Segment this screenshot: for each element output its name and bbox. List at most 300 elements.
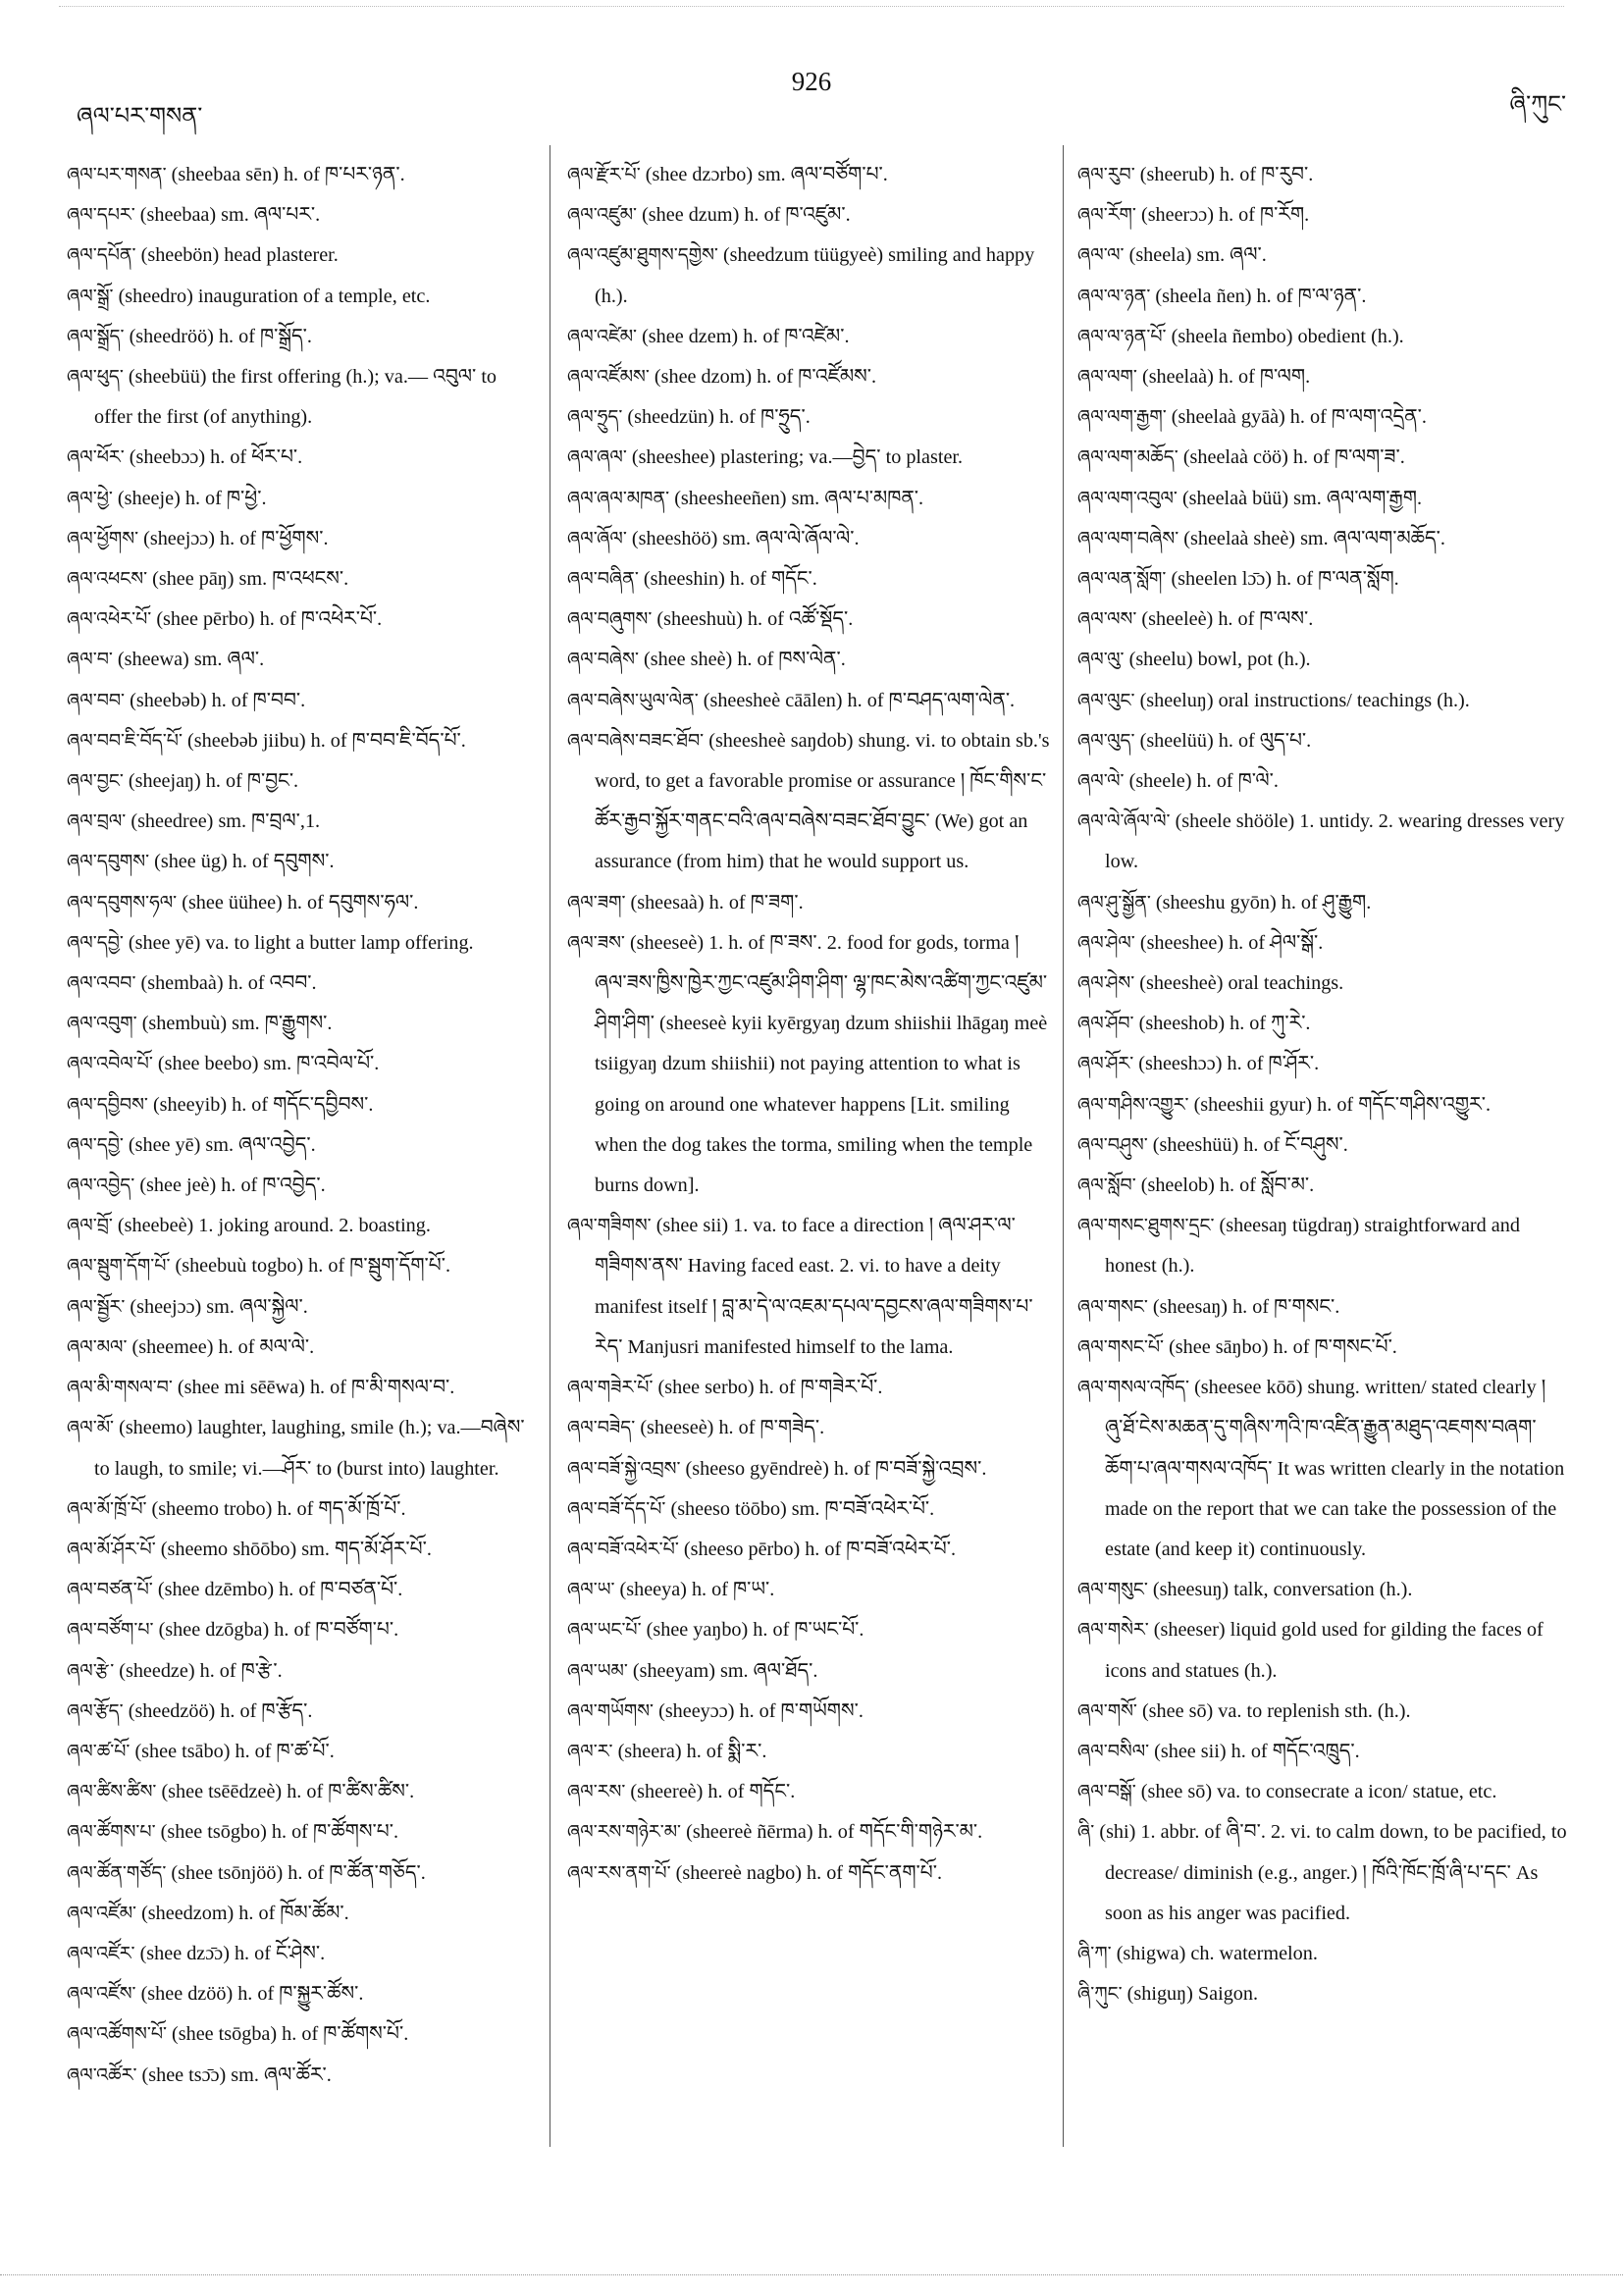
headword: ཞལ་ལུད་	[1077, 729, 1135, 752]
dictionary-entry	[567, 155, 1052, 195]
headword: ཞལ་ཡམ་	[567, 1659, 628, 1682]
headword: ཞལ་བཟོ་སྐྱེ་འབྲས་	[567, 1457, 681, 1480]
dictionary-entry	[567, 195, 1052, 235]
headword: ཞལ་ལུ་	[1077, 649, 1125, 671]
definition: (sheebəb) h. of ཁ་བབ་.	[130, 689, 306, 711]
dictionary-entry	[67, 1328, 533, 1368]
definition: (shi) 1. abbr. of ཞི་བ་. 2. vi. to calm down, to be pacified, to decrease/ diminish (e.g., anger.) ། ཁོའི་ཁོང་ཁྲོ་ཞི་པ་དང་ As soon as his anger was pacified.	[1099, 1821, 1567, 1924]
definition: (sheeshöö) sm. ཞལ་ལེ་ཞོལ་ལེ་.	[631, 527, 860, 549]
headword: ཞལ་འཚོར་	[67, 2063, 137, 2086]
definition: (shee üühee) h. of དབུགས་ཧལ་.	[182, 891, 419, 913]
headword: ཞལ་དབྱིབས་	[67, 1093, 148, 1116]
definition: (sheedzöö) h. of ཁ་རྩོད་.	[128, 1699, 313, 1722]
definition: (shee sii) 1. va. to face a direction ། ཞལ་ཤར་ལ་གཟིགས་ནས་ Having faced east. 2. vi. to have a deity manifest itself ། བླ་མ་དེ་ལ་འཇམ་དཔལ་དབྱངས་ཞལ་གཟིགས་པ་རེད་ Manjusri manifested himself to the lama.	[595, 1215, 1033, 1358]
headword: ཞལ་ལག་རྒྱག་	[1077, 406, 1167, 429]
headword: ཞལ་འཛུམ་	[567, 204, 638, 227]
dictionary-entry	[1077, 1610, 1568, 1691]
definition: (sheeser) liquid gold used for gilding the faces of icons and statues (h.).	[1105, 1619, 1544, 1682]
headword: ཞལ་བཤུས་	[1077, 1133, 1148, 1156]
definition: (sheele shööle) 1. untidy. 2. wearing dresses very low.	[1105, 810, 1565, 873]
headword: ཞི་ཀུང་	[1077, 1983, 1123, 2006]
definition: (sheebeè) 1. joking around. 2. boasting.	[117, 1215, 431, 1237]
headword: ཞལ་གསོ་	[1077, 1699, 1137, 1722]
definition: (sheesaŋ tügdraŋ) straightforward and honest (h.).	[1105, 1215, 1520, 1278]
definition: (sheeshob) h. of ཀུ་རེ་.	[1138, 1013, 1311, 1035]
dictionary-entry	[67, 1934, 533, 1974]
dictionary-entry	[67, 1812, 533, 1852]
headword: ཞལ་འཛོས་	[67, 1983, 136, 2006]
dictionary-entry	[567, 721, 1052, 883]
definition: (shee dzöö) h. of ཁ་སྐྱུར་ཚོས་.	[140, 1983, 364, 2006]
definition: (sheesaà) h. of ཁ་ཟག་.	[630, 891, 804, 913]
dictionary-entry	[567, 1812, 1052, 1852]
definition: (sheedze) h. of ཁ་རྩེ་.	[119, 1659, 283, 1682]
headword: ཞལ་འབབ་	[67, 972, 136, 995]
dictionary-entry	[567, 1610, 1052, 1650]
dictionary-entry	[1077, 1328, 1568, 1368]
dictionary-entry	[1077, 761, 1568, 802]
definition: (sheerɔɔ) h. of ཁ་རོག.	[1140, 204, 1310, 227]
headword: ཞལ་འབེལ་པོ་	[67, 1053, 153, 1075]
definition: (shee mi sēēwa) h. of ཁ་མི་གསལ་བ་.	[177, 1377, 455, 1399]
headword: ཞལ་ལེ་	[1077, 770, 1125, 793]
dictionary-entry	[67, 640, 533, 680]
dictionary-entry	[67, 1368, 533, 1408]
entry-column-3	[1077, 155, 1568, 2014]
dictionary-entry	[567, 1449, 1052, 1489]
definition: (sheeleè) h. of ཁ་ལས་.	[1141, 608, 1314, 631]
dictionary-entry	[67, 1692, 533, 1732]
headword: ཞལ་གསེར་	[1077, 1619, 1149, 1642]
headword: ཞལ་བབ་	[67, 689, 126, 711]
definition: (sheejɔɔ) h. of ཁ་ཕྱོགས་.	[143, 527, 329, 549]
headword: ཞལ་འཛོམ་	[67, 1902, 137, 1924]
headword: ཞལ་ལག་མཆོད་	[1077, 446, 1178, 469]
headword: ཞལ་ལ་	[1077, 244, 1125, 267]
definition: (shee yē) sm. ཞལ་འབྱེད་.	[128, 1133, 316, 1156]
headword: ཞལ་འཕངས་	[67, 568, 148, 591]
definition: (shee sii) h. of གདོང་འཁྲུད་.	[1154, 1740, 1360, 1762]
definition: (shee sō) va. to replenish sth. (h.).	[1141, 1699, 1411, 1722]
right-running-head: ཞི་ཀུང་	[1509, 90, 1566, 118]
dictionary-entry	[67, 1530, 533, 1570]
dictionary-entry	[1077, 1812, 1568, 1934]
definition: (sheelu) bowl, pot (h.).	[1128, 649, 1311, 671]
dictionary-entry	[1077, 1004, 1568, 1044]
headword: ཞལ་རས་	[567, 1781, 626, 1803]
dictionary-entry	[67, 1125, 533, 1166]
headword: ཞལ་བཟོ་དོད་པོ་	[567, 1497, 666, 1520]
dictionary-entry	[67, 923, 533, 964]
headword: ཞལ་བྲོ་	[67, 1215, 113, 1237]
definition: (sheeshɔɔ) h. of ཁ་ཤོར་.	[1138, 1053, 1320, 1075]
headword: ཞལ་གཤིས་འགྱུར་	[1077, 1093, 1189, 1116]
dictionary-entry	[567, 519, 1052, 559]
dictionary-entry	[67, 277, 533, 317]
definition: (shee tsēēdzeè) h. of ཁ་ཚིས་ཚིས་.	[161, 1781, 415, 1803]
headword: ཞལ་དཔར་	[67, 204, 135, 227]
dictionary-entry	[67, 1974, 533, 2014]
dictionary-entry	[67, 1894, 533, 1934]
definition: (sheemee) h. of མལ་ལེ་.	[131, 1335, 315, 1358]
definition: (shiguŋ) Saigon.	[1126, 1983, 1259, 2006]
dictionary-entry	[1077, 519, 1568, 559]
definition: (sheewa) sm. ཞལ་.	[117, 649, 265, 671]
dictionary-entry	[567, 883, 1052, 923]
definition: (sheele) h. of ཁ་ལེ་.	[1128, 770, 1279, 793]
headword: ཞལ་ཚིས་ཚིས་	[67, 1781, 157, 1803]
definition: (sheelob) h. of སློབ་མ་.	[1140, 1174, 1315, 1197]
definition: (sheereè) h. of གདོང་.	[630, 1781, 796, 1803]
definition: (sheedzom) h. of ཁོམ་ཚོམ་.	[141, 1902, 349, 1924]
headword: ཞལ་ཡང་པོ་	[567, 1619, 642, 1642]
definition: (sheesheeñen) sm. ཞལ་པ་མཁན་.	[674, 487, 924, 509]
dictionary-entry	[1077, 479, 1568, 519]
definition: (shee sheè) h. of ཁས་ལེན་.	[644, 649, 846, 671]
headword: ཞལ་མོ་	[67, 1417, 115, 1439]
dictionary-entry	[1077, 1974, 1568, 2014]
headword: ཞལ་སྦྱོར་	[67, 1295, 126, 1318]
headword: ཞལ་ལས་	[1077, 608, 1137, 631]
definition: (sheela ñembo) obedient (h.).	[1171, 325, 1404, 347]
definition: (sheereè ñērma) h. of གདོང་གི་གཉེར་མ་.	[686, 1821, 983, 1844]
headword: ཞལ་ཡ་	[567, 1579, 615, 1601]
dictionary-entry	[1077, 438, 1568, 478]
definition: (sheera) h. of སྨི་ར་.	[617, 1740, 767, 1762]
headword: ཞལ་ཧྲུད་	[567, 406, 623, 429]
dictionary-entry	[567, 640, 1052, 680]
dictionary-entry	[567, 600, 1052, 640]
dictionary-entry	[1077, 640, 1568, 680]
definition: (shee dzum) h. of ཁ་འཛུམ་.	[642, 204, 851, 227]
definition: (sheeje) h. of ཁ་ཕྱེ་.	[117, 487, 267, 509]
headword: ཞལ་བསྒོ་	[1077, 1781, 1136, 1803]
definition: (sheeseè) 1. h. of ཁ་ཟས་. 2. food for gods, torma ། ཞལ་ཟས་ཁྱིས་ཁྱེར་ཀྱང་འཛུམ་ཤིག་ཤིག་ ལྷ་ཁང་མེས་འཚིག་ཀྱང་འཛུམ་ཤིག་ཤིག་ (sheeseè kyii kyērgyaŋ dzum shiishii lhāgaŋ meè tsiigyaŋ dzum shiishii) not paying attention to what is going on around one whatever happens [Lit. smiling when the dog takes the torma, smiling when the temple burns down].	[595, 931, 1048, 1197]
dictionary-entry	[1077, 1287, 1568, 1328]
dictionary-entry	[1077, 1772, 1568, 1812]
headword: ཞལ་མལ་	[67, 1335, 128, 1358]
definition: (sheedree) sm. ཁ་བྲལ་,1.	[131, 810, 321, 833]
definition: (sheelaà) h. of ཁ་ལག.	[1141, 366, 1311, 389]
dictionary-entry	[1077, 1732, 1568, 1772]
definition: (sheebuù togbo) h. of ཁ་སྦུག་དོག་པོ་.	[175, 1255, 451, 1278]
headword: ཞལ་རུབ་	[1077, 164, 1135, 185]
dictionary-entry	[567, 923, 1052, 1206]
headword: ཞལ་བབ་ཇི་བོད་པོ་	[67, 729, 183, 752]
definition: (shee serbo) h. of ཁ་གཟེར་པོ་.	[657, 1377, 883, 1399]
headword: ཞལ་བཞེས་ཡུལ་ལེན་	[567, 689, 699, 711]
dictionary-entry	[67, 721, 533, 761]
headword: ཞལ་ཕྱོགས་	[67, 527, 139, 549]
dictionary-entry	[567, 1368, 1052, 1408]
dictionary-entry	[567, 1732, 1052, 1772]
definition: (sheeso gyēndreè) h. of ཁ་བཟོ་སྐྱེ་འབྲས་.	[685, 1457, 987, 1480]
dictionary-entry	[1077, 721, 1568, 761]
definition: (sheelen lɔ̄ɔ) h. of ཁ་ལན་སློག.	[1171, 568, 1399, 591]
dictionary-entry	[67, 155, 533, 195]
dictionary-entry	[1077, 1368, 1568, 1570]
dictionary-entry	[67, 1489, 533, 1530]
definition: (sheeyib) h. of གདོང་དབྱིབས་.	[152, 1093, 374, 1116]
definition: (shigwa) ch. watermelon.	[1116, 1942, 1318, 1964]
headword: ཞལ་འབྱེད་	[67, 1174, 135, 1197]
dictionary-entry	[567, 1692, 1052, 1732]
definition: (sheeso pērbo) h. of ཁ་བཟོ་འཕེར་པོ་.	[683, 1538, 957, 1560]
definition: (shee jeè) h. of ཁ་འབྱེད་.	[139, 1174, 326, 1197]
headword: ཞལ་ཚོན་གཙོད་	[67, 1861, 167, 1884]
headword: ཞལ་ཚ་པོ་	[67, 1740, 131, 1762]
definition: (shee dzom) h. of ཁ་འཛོམས་.	[654, 366, 877, 389]
headword: ཞལ་འཕེར་པོ་	[67, 608, 152, 631]
dictionary-entry	[1077, 235, 1568, 276]
dictionary-entry	[567, 1772, 1052, 1812]
dictionary-entry	[567, 357, 1052, 397]
dictionary-entry	[1077, 1085, 1568, 1125]
definition: (sheeyam) sm. ཞལ་ཐོད་.	[632, 1659, 818, 1682]
headword: ཞལ་འཛུམ་ཐུགས་དགྱེས་	[567, 244, 718, 267]
dictionary-entry	[67, 235, 533, 276]
headword: ཞི་ཀ་	[1077, 1942, 1112, 1964]
column-divider	[1063, 145, 1064, 2147]
headword: ཞི་	[1077, 1821, 1095, 1844]
dictionary-entry	[67, 1732, 533, 1772]
definition: (sheemo) laughter, laughing, smile (h.); va.—བཞེས་ to laugh, to smile; vi.—ཤོར་ to (burst into) laughter.	[94, 1417, 525, 1480]
dictionary-entry	[67, 357, 533, 438]
definition: (sheemo shōōbo) sm. གད་མོ་ཤོར་པོ་.	[160, 1538, 432, 1560]
headword: ཞལ་དཔོན་	[67, 244, 136, 267]
definition: (shee pāŋ) sm. ཁ་འཕངས་.	[152, 568, 349, 591]
dictionary-entry	[1077, 681, 1568, 721]
definition: (shee tsōgbo) h. of ཁ་ཚོགས་པ་.	[160, 1821, 398, 1844]
dictionary-entry	[67, 1044, 533, 1084]
definition: (sheedröö) h. of ཁ་སྒྲོད་.	[129, 325, 312, 347]
definition: (shee dzem) h. of ཁ་འཛེམ་.	[642, 325, 850, 347]
dictionary-entry	[67, 1853, 533, 1894]
dictionary-entry	[1077, 600, 1568, 640]
definition: (sheeshii gyur) h. of གདོང་གཤིས་འགྱུར་.	[1193, 1093, 1492, 1116]
definition: (sheejaŋ) h. of ཁ་བྱང་.	[128, 770, 299, 793]
headword: ཞལ་གསུང་	[1077, 1579, 1148, 1601]
dictionary-entry	[567, 235, 1052, 316]
definition: (sheesheè cāālen) h. of ཁ་བཤད་ལག་ལེན་.	[703, 689, 1016, 711]
dictionary-entry	[567, 397, 1052, 438]
dictionary-entry	[1077, 802, 1568, 882]
definition: (shee sāŋbo) h. of ཁ་གསང་པོ་.	[1169, 1335, 1397, 1358]
dictionary-entry	[567, 681, 1052, 721]
dictionary-entry	[567, 559, 1052, 600]
definition: (sheeshin) h. of གདོང་.	[643, 568, 817, 591]
headword: ཞལ་རས་ནག་པོ་	[567, 1861, 671, 1884]
definition: (shee pērbo) h. of ཁ་འཕེར་པོ་.	[156, 608, 383, 631]
definition: (shee tsōnjöö) h. of ཁ་ཚོན་གཅོད་.	[171, 1861, 426, 1884]
definition: (shee dzɔrbo) sm. ཞལ་བཙོག་པ་.	[645, 164, 888, 185]
definition: (shee tsōgba) h. of ཁ་ཚོགས་པོ་.	[172, 2023, 409, 2046]
headword: ཞལ་བཙན་པོ་	[67, 1579, 153, 1601]
definition: (sheebön) head plasterer.	[140, 244, 339, 267]
dictionary-entry	[67, 1166, 533, 1206]
headword: ཞལ་བཙོག་པ་	[67, 1619, 154, 1642]
dictionary-entry	[67, 559, 533, 600]
headword: ཞལ་སློབ་	[1077, 1174, 1136, 1197]
headword: ཞལ་ལ་ཉན་	[1077, 285, 1151, 307]
definition: (shee dzɔ̄ɔ) h. of ངོ་ཤེས་.	[139, 1942, 326, 1964]
definition: (sheebəb jiibu) h. of ཁ་བབ་ཇི་བོད་པོ་.	[187, 729, 466, 752]
headword: ཞལ་མི་གསལ་བ་	[67, 1377, 173, 1399]
scan-edge	[59, 6, 1564, 8]
headword: ཞལ་གསང་པོ་	[1077, 1335, 1165, 1358]
headword: ཞལ་གསང་	[1077, 1295, 1148, 1318]
dictionary-entry	[1077, 964, 1568, 1004]
dictionary-entry	[67, 1610, 533, 1650]
headword: ཞལ་རྫོར་པོ་	[567, 164, 641, 185]
dictionary-entry	[67, 1246, 533, 1286]
definition: (shee tsɔ̄ɔ) sm. ཞལ་ཚོར་.	[141, 2063, 332, 2086]
definition: (sheesheè saŋdob) shung. vi. to obtain sb.'s word, to get a favorable promise or assurance ། ཁོང་གིས་ང་ཚོར་རྒྱབ་སྐྱོར་གནང་བའི་ཞལ་བཞེས་བཟང་ཐོབ་བྱུང་ (We) got an assurance (from him) that he would support us.	[595, 729, 1050, 873]
definition: (sheeluŋ) oral instructions/ teachings (h.).	[1139, 689, 1470, 711]
dictionary-entry	[1077, 883, 1568, 923]
headword: ཞལ་ཕོར་	[67, 446, 125, 469]
definition: (shembaà) h. of འབབ་.	[140, 972, 317, 995]
definition: (sheerub) h. of ཁ་རུབ་.	[1139, 164, 1314, 185]
headword: ཞལ་ཤོབ་	[1077, 1013, 1134, 1035]
definition: (sheereè nagbo) h. of གདོང་ནག་པོ་.	[675, 1861, 942, 1884]
headword: ཞལ་ཟས་	[567, 931, 625, 954]
dictionary-entry	[1077, 195, 1568, 235]
definition: (shembuù) sm. ཁ་རྒྱུགས་.	[141, 1013, 333, 1035]
headword: ཞལ་ལན་སློག་	[1077, 568, 1167, 591]
headword: ཞལ་དབྱེ་	[67, 931, 124, 954]
entry-column-1	[67, 155, 533, 2096]
dictionary-entry	[67, 1772, 533, 1812]
definition: (sheeya) h. of ཁ་ཡ་.	[619, 1579, 775, 1601]
headword: ཞལ་འཛོར་	[67, 1942, 135, 1964]
dictionary-entry	[67, 317, 533, 357]
headword: ཞལ་འཚོགས་པོ་	[67, 2023, 167, 2046]
definition: (sheelaà büü) sm. ཞལ་ལག་རྒྱག.	[1181, 487, 1423, 509]
definition: (sheemo trobo) h. of གད་མོ་ཁྲོ་པོ་.	[151, 1497, 406, 1520]
dictionary-entry	[67, 1004, 533, 1044]
definition: (shee üg) h. of དབུགས་.	[154, 851, 335, 873]
headword: ཞལ་ལེ་ཞོལ་ལེ་	[1077, 810, 1171, 833]
dictionary-entry	[1077, 1044, 1568, 1084]
headword: ཞལ་བསིལ་	[1077, 1740, 1150, 1762]
headword: ཞལ་སྒྲོད་	[67, 325, 125, 347]
dictionary-entry	[1077, 277, 1568, 317]
dictionary-entry	[567, 1408, 1052, 1448]
headword: ཞལ་ལག་བཞེས་	[1077, 527, 1179, 549]
headword: ཞལ་བྱང་	[67, 770, 124, 793]
dictionary-entry	[1077, 1125, 1568, 1166]
dictionary-entry	[67, 195, 533, 235]
definition: (sheeyɔɔ) h. of ཁ་གཡོགས་.	[658, 1699, 864, 1722]
dictionary-entry	[1077, 1206, 1568, 1286]
dictionary-entry	[67, 1570, 533, 1610]
dictionary-entry	[67, 2056, 533, 2096]
headword: ཞལ་ཤོར་	[1077, 1053, 1134, 1075]
headword: ཞལ་གཡོགས་	[567, 1699, 654, 1722]
definition: (sheebɔɔ) h. of ཕོར་པ་.	[129, 446, 303, 469]
dictionary-entry	[567, 1570, 1052, 1610]
dictionary-entry	[67, 964, 533, 1004]
dictionary-entry	[67, 761, 533, 802]
dictionary-entry	[567, 1651, 1052, 1692]
definition: (sheelaà sheè) sm. ཞལ་ལག་མཆོད་.	[1183, 527, 1445, 549]
headword: ཞལ་སྒྲོ་	[67, 285, 114, 307]
headword: ཞལ་མོ་ཁྲོ་པོ་	[67, 1497, 147, 1520]
definition: (sheeshüü) h. of ངོ་བཤུས་.	[1152, 1133, 1348, 1156]
definition: (sheelaà gyāà) h. of ཁ་ལག་འདྲེན་.	[1171, 406, 1427, 429]
dictionary-entry	[67, 842, 533, 882]
dictionary-entry	[67, 1085, 533, 1125]
headword: ཞལ་གསང་ཐུགས་དྲང་	[1077, 1215, 1215, 1237]
left-running-head: ཞལ་པར་གསན་	[77, 102, 203, 130]
headword: ཞལ་སྦུག་དོག་པོ་	[67, 1255, 171, 1278]
dictionary-entry	[1077, 397, 1568, 438]
headword: ཞལ་ཟག་	[567, 891, 626, 913]
dictionary-entry	[67, 2014, 533, 2055]
headword: ཞལ་ཞལ་	[567, 446, 627, 469]
definition: (sheeshuù) h. of འཚོ་སྡོད་.	[656, 608, 854, 631]
definition: (sheedro) inauguration of a temple, etc.	[118, 285, 431, 307]
definition: (shee sō) va. to consecrate a icon/ statue, etc.	[1140, 1781, 1497, 1803]
dictionary-entry	[567, 1853, 1052, 1894]
headword: ཞལ་འཛེམ་	[567, 325, 638, 347]
dictionary-entry	[1077, 923, 1568, 964]
dictionary-entry	[67, 479, 533, 519]
dictionary-entry	[1077, 317, 1568, 357]
headword: ཞལ་འབུག་	[67, 1013, 137, 1035]
headword: ཞལ་བཞུགས་	[567, 608, 653, 631]
dictionary-entry	[567, 1530, 1052, 1570]
dictionary-entry	[67, 438, 533, 478]
definition: (sheesuŋ) talk, conversation (h.).	[1152, 1579, 1413, 1601]
definition: (shee yē) va. to light a butter lamp offering.	[128, 931, 474, 954]
definition: (sheebaa sēn) h. of ཁ་པར་ཉན་.	[171, 164, 405, 185]
definition: (shee dzōgba) h. of ཁ་བཙོག་པ་.	[158, 1619, 399, 1642]
definition: (sheejɔɔ) sm. ཞལ་སྐྱེལ་.	[130, 1295, 308, 1318]
definition: (sheebüü) the first offering (h.); va.— འབུལ་ to offer the first (of anything).	[94, 366, 497, 429]
headword: ཞལ་ཞོལ་	[567, 527, 627, 549]
dictionary-entry	[567, 317, 1052, 357]
definition: (sheeshee) plastering; va.—བྱེད་ to plaster.	[631, 446, 964, 469]
definition: (sheedzün) h. of ཁ་ཧྲུད་.	[627, 406, 811, 429]
definition: (shee beebo) sm. ཁ་འབེལ་པོ་.	[157, 1053, 380, 1075]
dictionary-entry	[67, 883, 533, 923]
headword: ཞལ་བཟོ་འཕེར་པོ་	[567, 1538, 679, 1560]
headword: ཞལ་ལུང་	[1077, 689, 1135, 711]
definition: (shee yaŋbo) h. of ཁ་ཡང་པོ་.	[646, 1619, 864, 1642]
headword: ཞལ་གཟིགས་	[567, 1215, 652, 1237]
headword: ཞལ་ཞལ་མཁན་	[567, 487, 670, 509]
headword: ཞལ་མོ་ཤོར་པོ་	[67, 1538, 156, 1560]
definition: (sheesaŋ) h. of ཁ་གསང་.	[1152, 1295, 1340, 1318]
dictionary-entry	[67, 600, 533, 640]
definition: (shee dzēmbo) h. of ཁ་བཙན་པོ་.	[157, 1579, 403, 1601]
headword: ཞལ་ར་	[567, 1740, 613, 1762]
definition: (sheedzum tüügyeè) smiling and happy (h.).	[595, 244, 1035, 307]
page-number: 926	[791, 67, 832, 96]
headword: ཞལ་འཛོམས་	[567, 366, 650, 389]
headword: ཞལ་བཞེས་	[567, 649, 639, 671]
definition: (sheeshu gyōn) h. of ཤུ་རྒྱུག.	[1155, 891, 1372, 913]
headword: ཞལ་དབུགས་ཧལ་	[67, 891, 178, 913]
dictionary-entry	[1077, 357, 1568, 397]
definition: (sheeso töōbo) sm. ཁ་བཟོ་འཕེར་པོ་.	[670, 1497, 935, 1520]
dictionary-entry	[1077, 1166, 1568, 1206]
dictionary-entry	[67, 1408, 533, 1488]
headword: ཞལ་བཞེས་བཟང་ཐོབ་	[567, 729, 705, 752]
definition: (sheeshee) h. of ཤེལ་སྒོ་.	[1139, 931, 1324, 954]
